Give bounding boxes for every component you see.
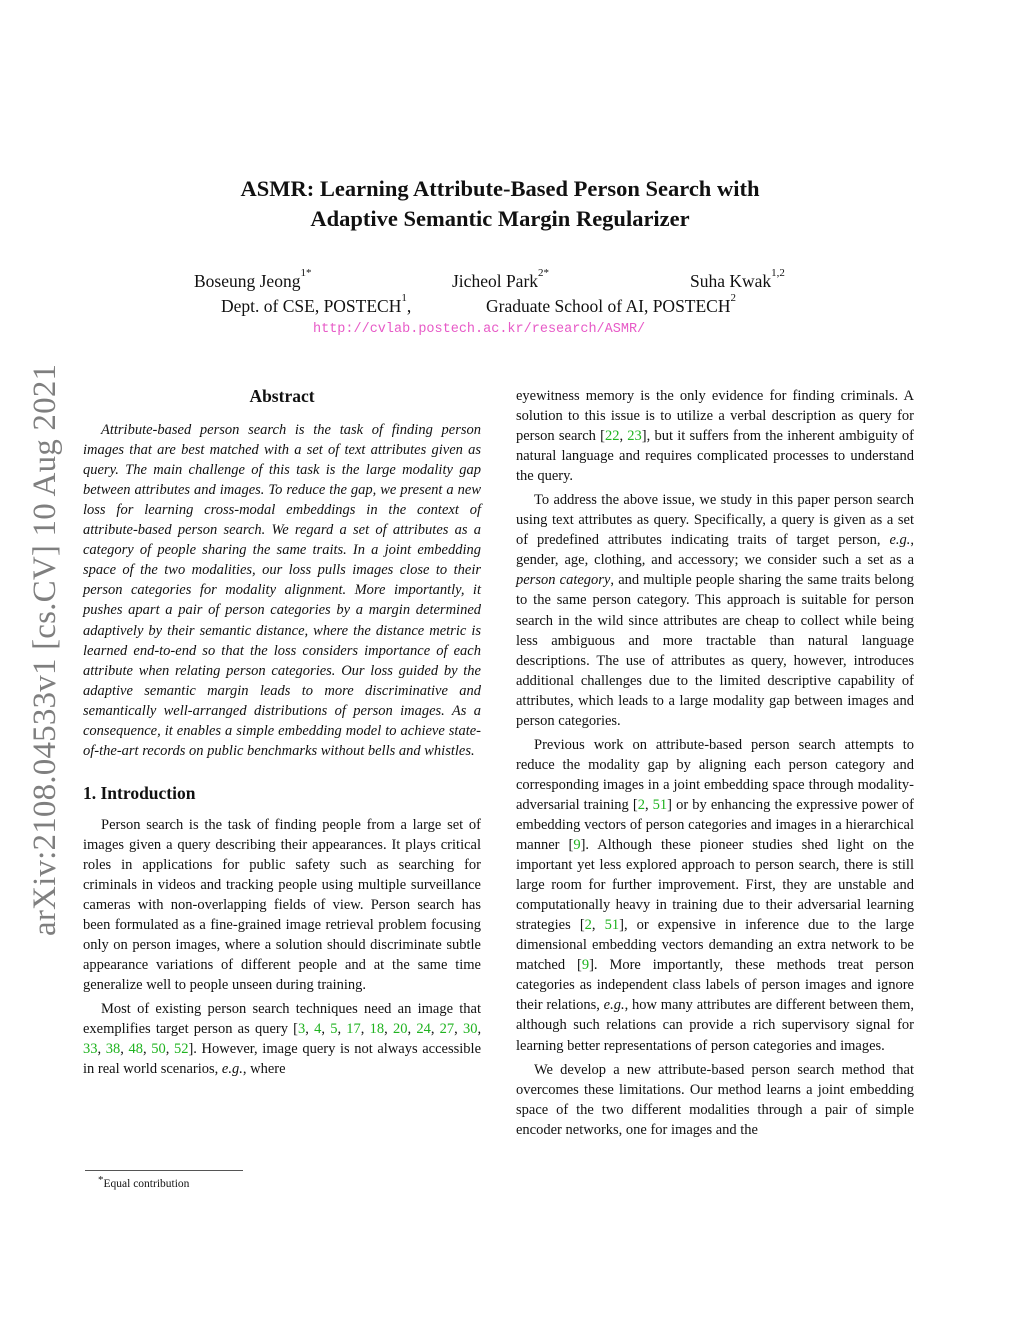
author-1 <box>194 267 312 292</box>
citation-link[interactable]: 23 <box>627 428 642 445</box>
emphasis-text: e.g. <box>603 997 625 1014</box>
affiliation-separator: , <box>406 296 412 316</box>
citation-link[interactable]: 18 <box>369 1021 385 1038</box>
author-name: Boseung Jeong <box>194 271 301 291</box>
author-affiliation-mark: 2* <box>538 267 550 279</box>
affiliation-name: Graduate School of AI, POSTECH <box>486 296 731 316</box>
right-paragraph-1: eyewitness memory is the only evidence for finding criminals. A solution to this issue is to utilize a verbal description as query for person search [22, 23], but it suffers from the inherent ambiguity of natural language and requires complicated processes to understand the query. <box>516 388 915 485</box>
citation-link[interactable]: 5 <box>330 1021 338 1038</box>
intro-paragraph-2: Most of existing person search techniques need an image that exemplifies target person as query [3, 4, 5, 17, 18, 20, 24, 27, 30, 33, 38, 48, 50, 52]. However, image query is not always accessible in real world scenarios, e.g., where <box>83 1001 482 1078</box>
footnote <box>98 1174 190 1190</box>
citation-link[interactable]: 22 <box>604 428 620 445</box>
affiliation-mark: 1 <box>401 292 407 304</box>
emphasis-text: e.g. <box>889 532 911 549</box>
footnote-mark: * <box>98 1174 104 1186</box>
author-affiliation-mark: 1,2 <box>771 267 785 279</box>
abstract-heading: Abstract <box>249 386 315 406</box>
citation-link[interactable]: 27 <box>439 1021 455 1038</box>
project-url-link[interactable]: http://cvlab.postech.ac.kr/research/ASMR/ <box>313 322 646 337</box>
citation-link[interactable]: 24 <box>416 1021 431 1038</box>
citation-link[interactable]: 38 <box>105 1041 121 1058</box>
citation-link[interactable]: 52 <box>173 1041 189 1058</box>
author-name: Jicheol Park <box>452 271 539 291</box>
right-paragraph-2: To address the above issue, we study in this paper person search using text attributes as query. Specifically, a query is given as a set of predefined attributes indicating traits of target person, e.g., gender, age, clothing, and accessory; we consider such a set as a person category, and multiple people sharing the same traits belong to the same person category. This approach is suitable for person search in the wild since attributes are cheap to collect while being less ambiguous and more tractable than natural language descriptions. The use of attributes as query, however, introduces additional challenges due to the limited descriptive capability of attributes, which leads to a large modality gap between images and person categories. <box>516 492 914 729</box>
right-column <box>516 386 914 1140</box>
emphasis-text: e.g. <box>221 1061 243 1078</box>
citation-link[interactable]: 17 <box>346 1021 361 1038</box>
citation-link[interactable]: 4 <box>314 1021 322 1038</box>
citation-link[interactable]: 51 <box>604 917 620 934</box>
affiliation-1 <box>221 292 412 317</box>
author-name: Suha Kwak <box>690 271 772 291</box>
citation-link[interactable]: 30 <box>463 1021 478 1038</box>
citation-link[interactable]: 2 <box>637 796 645 813</box>
emphasis-text: person category <box>516 572 611 589</box>
intro-paragraph: Person search is the task of finding people from a large set of images given a query describing their appearances. It plays critical roles in applications for public safety such as searching for criminals in videos and tracking people using multiple surveillance cameras with non-overlapping fields of view. Person search has been formulated as a fine-grained image retrieval problem focusing only on person images, where a solution should discriminate subtle appearance variations of different people and at the same time generalize well to people unseen during training. <box>83 816 481 994</box>
citation-link[interactable]: 9 <box>573 837 581 854</box>
author-affiliation-mark: 1* <box>300 267 312 279</box>
paper-title-line-2: Adaptive Semantic Margin Regularizer <box>310 206 690 231</box>
citation-link[interactable]: 9 <box>581 957 590 974</box>
affiliation-mark: 2 <box>730 292 736 304</box>
author-3 <box>690 267 785 292</box>
citation-link[interactable]: 51 <box>652 796 668 813</box>
affiliation-name: Dept. of CSE, POSTECH <box>221 296 402 316</box>
affiliation-2 <box>486 292 736 317</box>
citation-link[interactable]: 3 <box>298 1021 306 1038</box>
author-2 <box>452 267 550 292</box>
citation-link[interactable]: 2 <box>584 917 592 934</box>
citation-link[interactable]: 50 <box>151 1041 166 1058</box>
footnote-rule <box>85 1170 243 1171</box>
paper-title-line-1: ASMR: Learning Attribute-Based Person Search with <box>240 176 760 201</box>
right-paragraph-4: We develop a new attribute-based person search method that overcomes these limitations. Our method learns a joint embedding space of the two different modalities through a pair of simple encoder networks, one for images and the <box>516 1061 914 1138</box>
arxiv-stamp: arXiv:2108.04533v1 [cs.CV] 10 Aug 2021 <box>27 363 63 936</box>
left-column <box>83 386 481 1080</box>
footnote-text: Equal contribution <box>103 1178 190 1190</box>
abstract-text: Attribute-based person search is the task of finding person images that are best matched with a set of text attributes given as query. The main challenge of this task is the large modality gap between attributes and images. To reduce the gap, we present a new loss for learning cross-modal embeddings in the context of attribute-based person search. We regard a set of attributes as a category of people sharing the same traits. In a joint embedding space of the two modalities, our loss pulls images close to their person categories for modality alignment. More importantly, it pushes apart a pair of person categories by a margin determined adaptively by their semantic distance, where the distance metric is learned end-to-end so that the loss considers importance of each attribute when relating person categories. Our loss guided by the adaptive semantic margin leads to more discriminative and semantically well-arranged distributions of person images. As a consequence, it enables a simple embedding model to achieve state-of-the-art records on public benchmarks without bells and whistles. <box>83 422 481 759</box>
citation-link[interactable]: 48 <box>128 1041 143 1058</box>
citation-link[interactable]: 20 <box>392 1021 408 1038</box>
section-heading-introduction: 1. Introduction <box>83 782 196 803</box>
right-paragraph-3: Previous work on attribute-based person search attempts to reduce the modality gap by aligning each person category and corresponding images in a joint embedding space through modality-adversarial training [2, 51] or by enhancing the expressive power of embedding vectors of person categories and images in a hierarchical manner [9]. Although these pioneer studies shed light on the important yet less explored approach to person search, there is still large room for further improvement. First, they are unstable and computationally heavy in training due to their adversarial learning strategies [2, 51], or expensive in inference due to the large dimensional embedding vectors demanding an extra network to be matched [9]. More importantly, these methods treat person categories as independent class labels of person images and ignore their relations, e.g., how many attributes are different between them, although such relations can provide a rich supervisory signal for learning better representations of person categories and images. <box>516 736 914 1054</box>
citation-link[interactable]: 33 <box>83 1041 98 1058</box>
